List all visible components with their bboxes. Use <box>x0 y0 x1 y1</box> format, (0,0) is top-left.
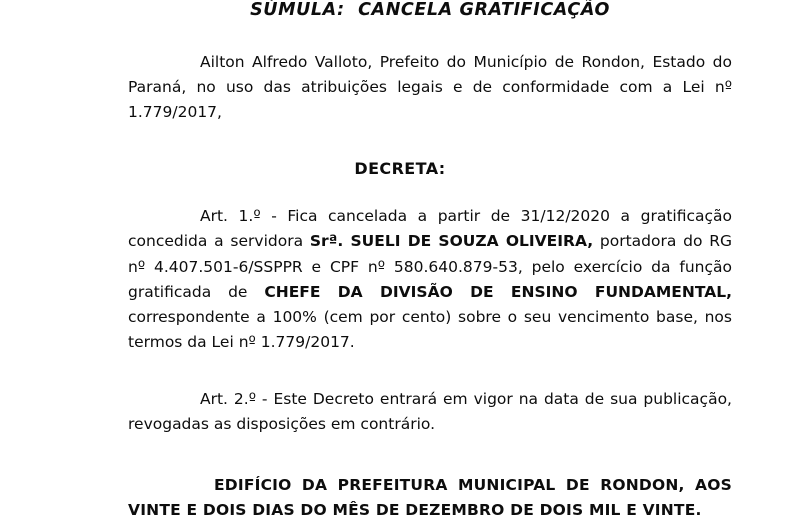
article-1-servant-name: Srª. SUELI DE SOUZA OLIVEIRA, <box>309 232 594 251</box>
preamble-paragraph <box>128 50 732 125</box>
sumula-heading: SÚMULA: CANCELA GRATIFICAÇÃO <box>250 0 610 20</box>
spacer <box>128 20 732 50</box>
article-2-text: Art. 2.º - Este Decreto entrará em vigor na data de sua publicação, revogadas as disposições em contrário. <box>128 389 732 434</box>
article-1-text-part2: portadora do RG nº 4.407.501-6/SSPPR e CPF nº 580.640.879-53, pelo exercício da função gratificada de <box>128 232 732 301</box>
article-1-paragraph <box>128 204 732 355</box>
preamble-text: Ailton Alfredo Valloto, Prefeito do Município de Rondon, Estado do Paraná, no uso das atribuições legais e de conformidade com a Lei nº 1.779/2017, <box>128 53 732 122</box>
article-1-text-part3: correspondente a 100% (cem por cento) sobre o seu vencimento base, nos termos da Lei nº 1.779/2017. <box>128 307 732 351</box>
spacer <box>128 178 732 204</box>
spacer <box>128 125 732 159</box>
closing-paragraph <box>128 473 732 523</box>
spacer <box>128 437 732 473</box>
spacer <box>128 355 732 387</box>
article-2-paragraph <box>128 387 732 437</box>
article-1-text-part1: Art. 1.º - Fica cancelada a partir de 31/12/2020 a gratificação concedida a servidora <box>128 207 732 251</box>
decreta-heading: DECRETA: <box>354 159 446 179</box>
article-1-role-title: CHEFE DA DIVISÃO DE ENSINO FUNDAMENTAL, <box>264 282 732 301</box>
closing-text: EDIFÍCIO DA PREFEITURA MUNICIPAL DE RONDON, AOS VINTE E DOIS DIAS DO MÊS DE DEZEMBRO DE DOIS MIL E VINTE. <box>128 476 732 520</box>
